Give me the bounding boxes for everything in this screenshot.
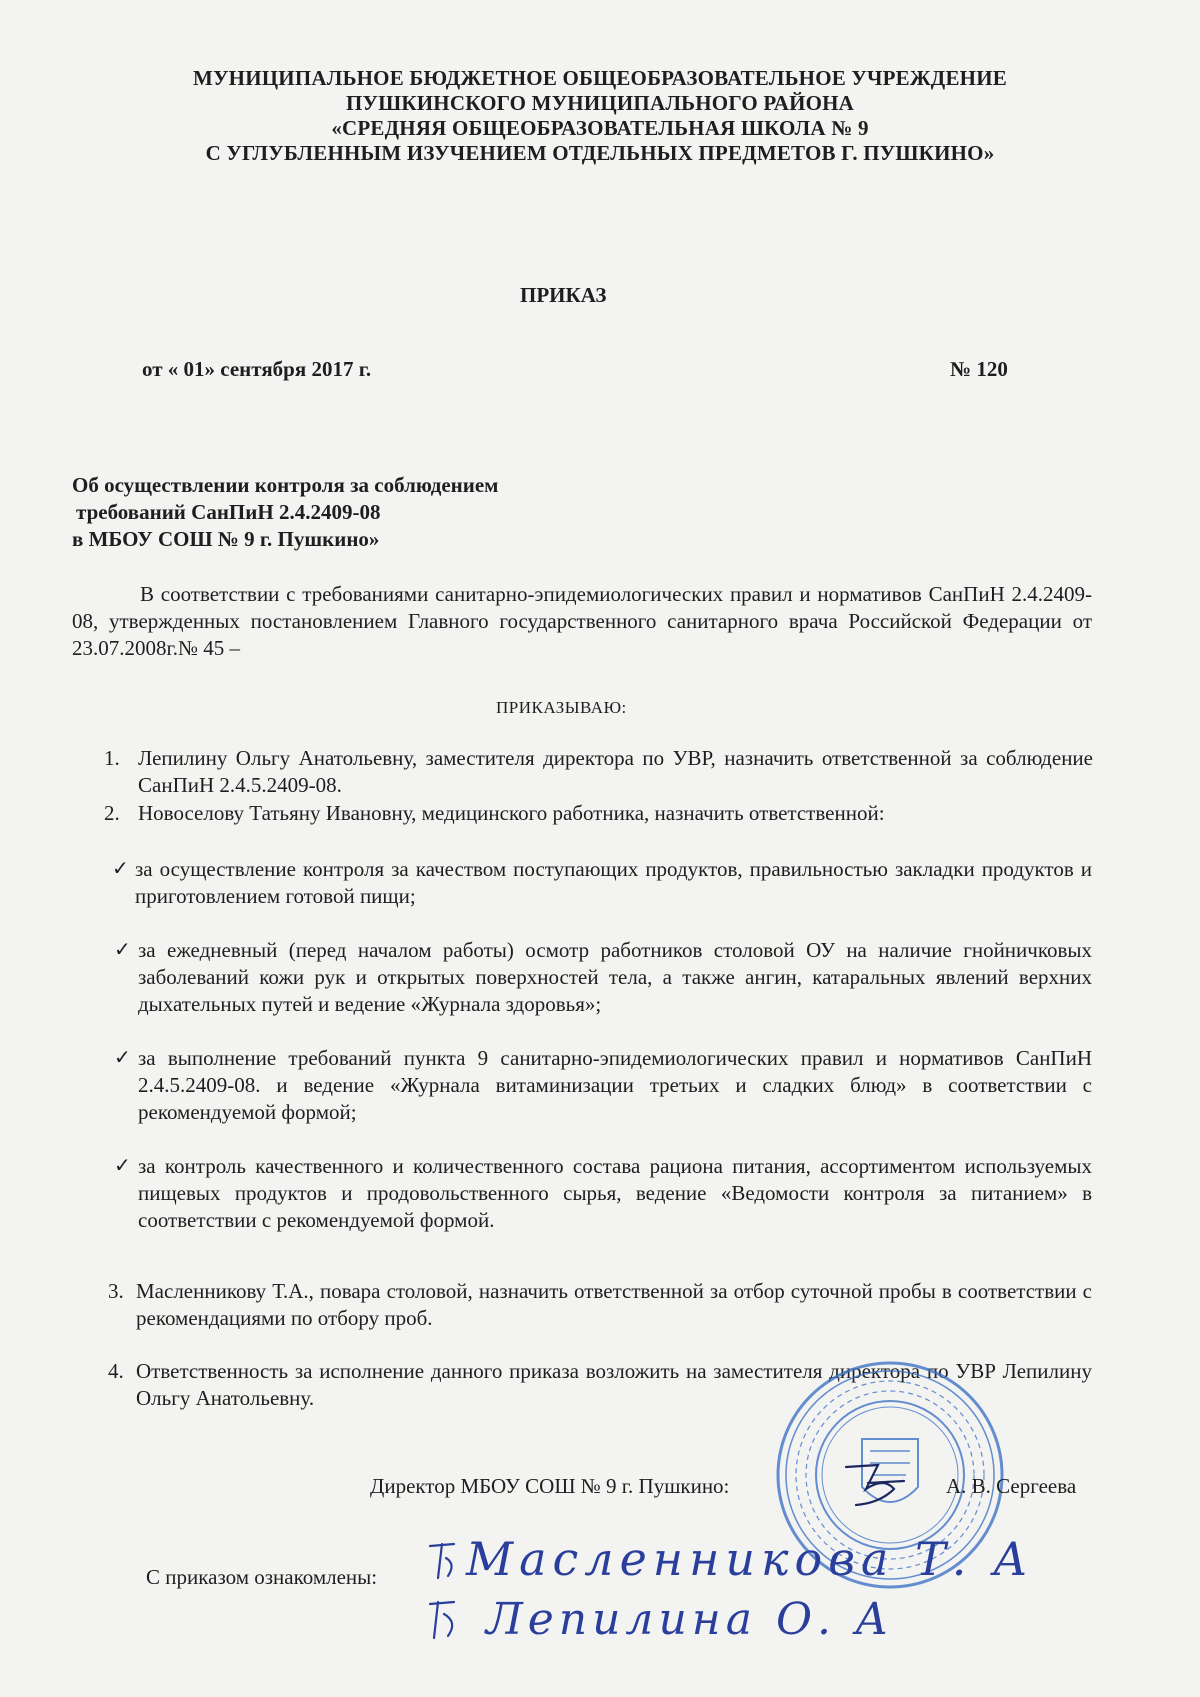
item-3-text: Масленникову Т.А., повара столовой, назначить ответственной за отбор суточной пробы в соответствии с рекомендациями по отбору проб. [136,1279,1092,1330]
preamble: В соответствии с требованиями санитарно-эпидемиологических правил и нормативов СанПиН 2.4.2409-08, утвержденных постановлением Главного государственного санитарного врача Российской Федерации от 23.07.2008г.№ 45 – [72,582,1092,660]
subitem-3: за выполнение требований пункта 9 санитарно-эпидемиологических правил и нормативов СанПиН 2.4.5.2409-08. и ведение «Журнала витаминизации третьих и сладких блюд» в соответствии с рекомендуемой формой; [138,1046,1092,1124]
item-1-text: Лепилину Ольгу Анатольевну, заместителя директора по УВР, назначить ответственной за соблюдение СанПиН 2.4.5.2409-08. [138,746,1093,797]
check-icon: ✓ [114,1155,131,1177]
item-3-number: 3. [108,1279,124,1303]
director-signature-mark [838,1455,918,1515]
signature-position: Директор МБОУ СОШ № 9 г. Пушкино: [370,1474,730,1498]
check-icon: ✓ [112,858,129,880]
subitem-2: за ежедневный (перед началом работы) осмотр работников столовой ОУ на наличие гнойничковых заболеваний кожи рук и открытых поверхностей тела, а также ангин, катаральных явлений верхних дыхательных путей и ведение «Журнала здоровья»; [138,938,1092,1016]
initials-signature-2 [424,1594,464,1646]
header-line-2: ПУШКИНСКОГО МУНИЦИПАЛЬНОГО РАЙОНА [345,91,855,115]
order-word: ПРИКАЗЫВАЮ: [496,698,627,717]
doc-title: ПРИКАЗ [520,283,607,307]
header-line-4: С УГЛУБЛЕННЫМ ИЗУЧЕНИЕМ ОТДЕЛЬНЫХ ПРЕДМЕТОВ Г. ПУШКИНО» [205,141,995,165]
item-2-text: Новоселову Татьяну Ивановну, медицинского работника, назначить ответственной: [138,801,885,825]
acknowledged-label: С приказом ознакомлены: [146,1565,378,1589]
subject-line-2: требований СанПиН 2.4.2409-08 [76,500,381,524]
item-4-number: 4. [108,1359,124,1383]
order-number: № 120 [950,357,1008,381]
item-4-text: Ответственность за исполнение данного приказа возложить на заместителя директора по УВР Лепилину Ольгу Анатольевну. [136,1359,1092,1410]
header-line-3: «СРЕДНЯЯ ОБЩЕОБРАЗОВАТЕЛЬНАЯ ШКОЛА № 9 [331,116,869,140]
order-date: от « 01» сентября 2017 г. [142,357,372,381]
item-2-number: 2. [104,801,120,825]
subitem-1: за осуществление контроля за качеством поступающих продуктов, правильностью закладки продуктов и приготовлением готовой пищи; [135,857,1092,908]
subject-line-3: в МБОУ СОШ № 9 г. Пушкино» [72,527,380,551]
handwritten-signature-1: Масленникова Т. А [466,1532,1034,1586]
header-line-1: МУНИЦИПАЛЬНОЕ БЮДЖЕТНОЕ ОБЩЕОБРАЗОВАТЕЛЬНОЕ УЧРЕЖДЕНИЕ [193,66,1007,90]
initials-signature-1 [426,1538,460,1584]
check-icon: ✓ [114,939,131,961]
signature-name: А. В. Сергеева [946,1474,1077,1498]
item-1-number: 1. [104,746,120,770]
handwritten-signature-2: Лепилина О. А [486,1594,894,1645]
subitem-4: за контроль качественного и количественного состава рациона питания, ассортиментом используемых пищевых продуктов и продовольственного сырья, ведение «Ведомости контроля за питанием» в соответствии с рекомендуемой формой. [138,1154,1092,1232]
subject-line-1: Об осуществлении контроля за соблюдением [72,473,499,497]
check-icon: ✓ [114,1047,131,1069]
